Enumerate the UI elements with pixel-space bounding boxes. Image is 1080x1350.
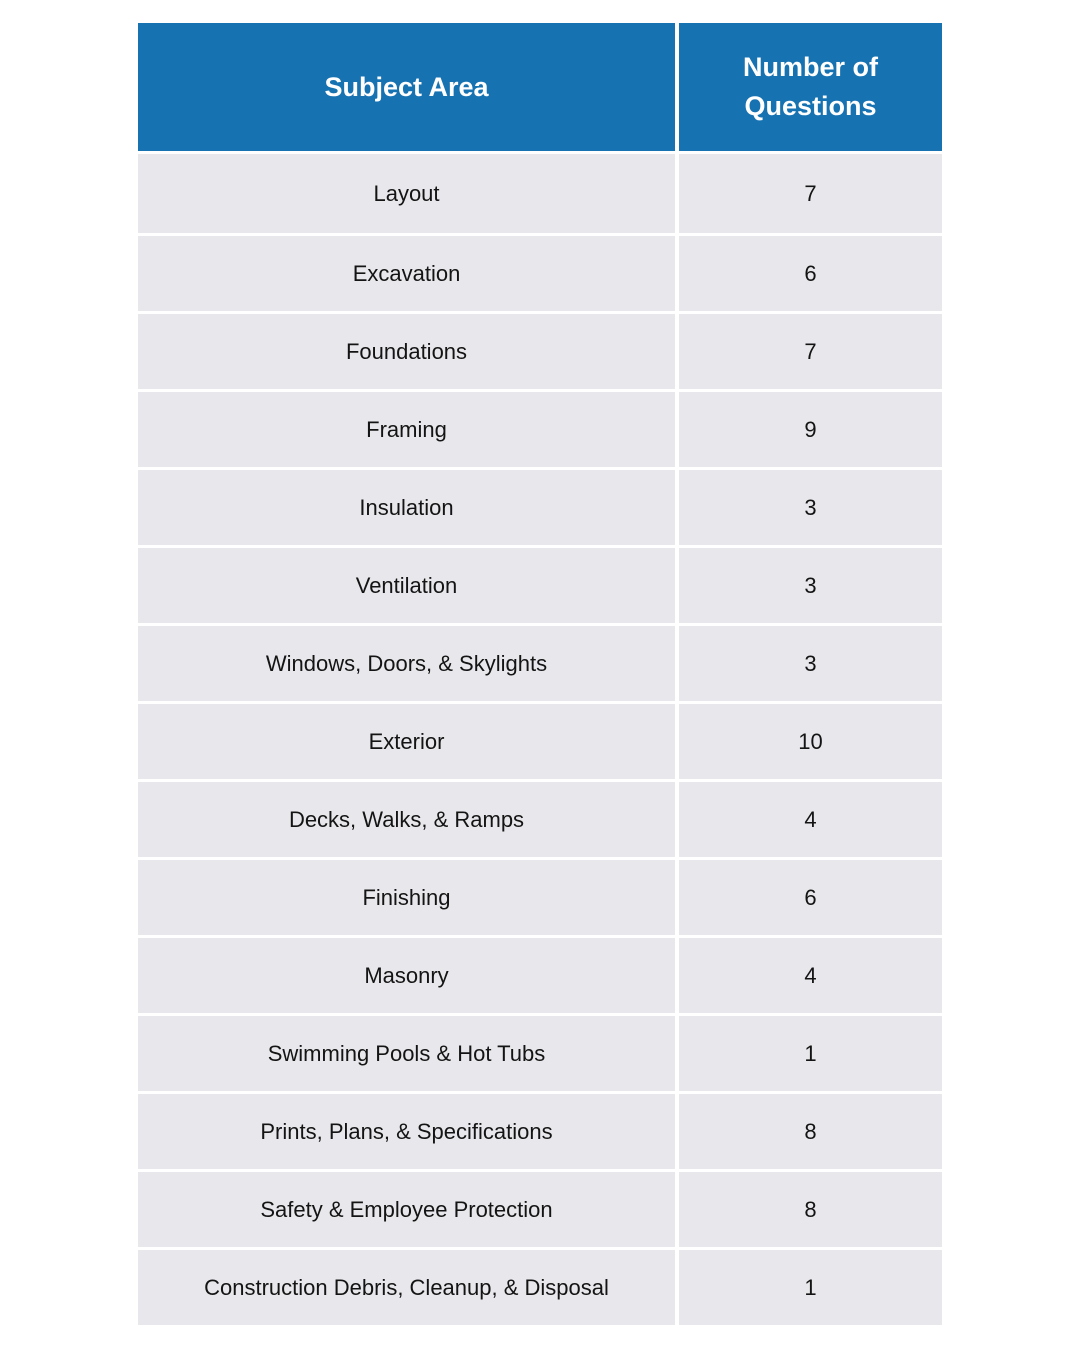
subject-cell: Masonry: [138, 938, 679, 1016]
question-count-cell: 4: [679, 782, 942, 860]
subject-cell: Framing: [138, 392, 679, 470]
questions-table-container: [138, 23, 942, 1325]
table-row: [138, 782, 942, 860]
question-count-cell: 7: [679, 314, 942, 392]
question-count-cell: 6: [679, 236, 942, 314]
table-row: [138, 548, 942, 626]
subject-cell: Windows, Doors, & Skylights: [138, 626, 679, 704]
table-row: [138, 1094, 942, 1172]
table-row: [138, 860, 942, 938]
subject-questions-table: [138, 23, 942, 1325]
table-row: [138, 1016, 942, 1094]
header-number-line-1: Number of: [743, 52, 878, 82]
question-count-cell: 1: [679, 1250, 942, 1325]
subject-cell: Construction Debris, Cleanup, & Disposal: [138, 1250, 679, 1325]
subject-cell: Finishing: [138, 860, 679, 938]
header-number-of-questions-label: [743, 48, 878, 126]
table-row: [138, 154, 942, 236]
question-count-cell: 6: [679, 860, 942, 938]
table-header: [138, 23, 942, 154]
table-row: [138, 470, 942, 548]
question-count-cell: 10: [679, 704, 942, 782]
table-row: [138, 392, 942, 470]
table-row: [138, 314, 942, 392]
subject-cell: Prints, Plans, & Specifications: [138, 1094, 679, 1172]
question-count-cell: 3: [679, 548, 942, 626]
subject-cell: Exterior: [138, 704, 679, 782]
question-count-cell: 7: [679, 154, 942, 236]
subject-cell: Foundations: [138, 314, 679, 392]
question-count-cell: 8: [679, 1172, 942, 1250]
header-number-of-questions: [679, 23, 942, 154]
subject-cell: Decks, Walks, & Ramps: [138, 782, 679, 860]
subject-cell: Excavation: [138, 236, 679, 314]
header-row: [138, 23, 942, 154]
question-count-cell: 4: [679, 938, 942, 1016]
table-row: [138, 704, 942, 782]
subject-cell: Layout: [138, 154, 679, 236]
table-row: [138, 1172, 942, 1250]
subject-cell: Ventilation: [138, 548, 679, 626]
header-subject-area-label: Subject Area: [324, 71, 489, 102]
subject-cell: Insulation: [138, 470, 679, 548]
question-count-cell: 1: [679, 1016, 942, 1094]
question-count-cell: 3: [679, 470, 942, 548]
table-row: [138, 236, 942, 314]
question-count-cell: 9: [679, 392, 942, 470]
subject-cell: Safety & Employee Protection: [138, 1172, 679, 1250]
table-body: [138, 154, 942, 1325]
table-row: [138, 938, 942, 1016]
header-number-line-2: Questions: [744, 91, 877, 121]
question-count-cell: 8: [679, 1094, 942, 1172]
subject-cell: Swimming Pools & Hot Tubs: [138, 1016, 679, 1094]
table-row: [138, 626, 942, 704]
header-subject-area: [138, 23, 679, 154]
table-row: [138, 1250, 942, 1325]
question-count-cell: 3: [679, 626, 942, 704]
